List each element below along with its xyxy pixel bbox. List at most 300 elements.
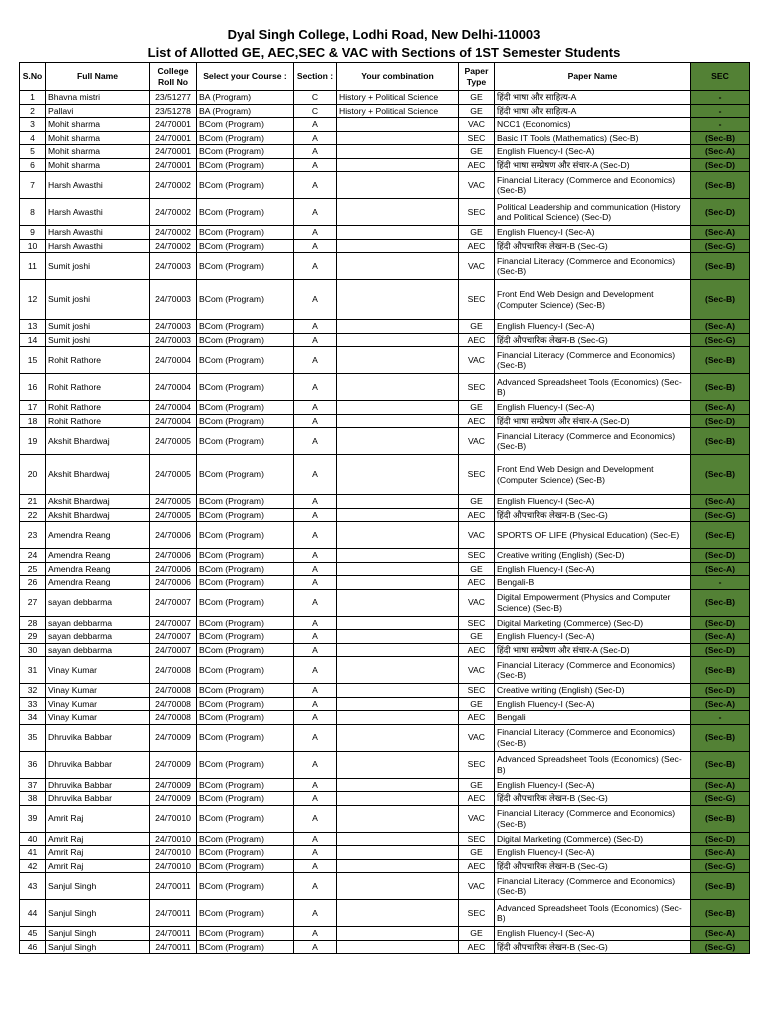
cell-course: BCom (Program) xyxy=(197,320,294,334)
cell-roll: 24/70002 xyxy=(150,239,197,253)
cell-paper-type: GE xyxy=(459,91,495,105)
cell-combination xyxy=(337,522,459,549)
cell-roll: 24/70006 xyxy=(150,549,197,563)
cell-sno: 35 xyxy=(20,724,46,751)
cell-paper-name: NCC1 (Economics) xyxy=(495,118,691,132)
cell-name: Harsh Awasthi xyxy=(46,172,150,199)
cell-course: BCom (Program) xyxy=(197,131,294,145)
cell-sec: (Sec-A) xyxy=(691,401,750,415)
cell-section: A xyxy=(294,630,337,644)
cell-section: A xyxy=(294,455,337,495)
cell-roll: 24/70002 xyxy=(150,226,197,240)
cell-name: Sumit joshi xyxy=(46,280,150,320)
cell-sno: 11 xyxy=(20,253,46,280)
cell-roll: 24/70005 xyxy=(150,455,197,495)
cell-name: Amendra Reang xyxy=(46,549,150,563)
cell-section: A xyxy=(294,118,337,132)
cell-section: A xyxy=(294,374,337,401)
col-header-paper-name: Paper Name xyxy=(495,63,691,91)
cell-sec: (Sec-D) xyxy=(691,199,750,226)
cell-sno: 33 xyxy=(20,697,46,711)
cell-sno: 32 xyxy=(20,684,46,698)
cell-combination xyxy=(337,226,459,240)
cell-name: Amendra Reang xyxy=(46,522,150,549)
cell-course: BCom (Program) xyxy=(197,158,294,172)
cell-section: A xyxy=(294,589,337,616)
cell-sec: (Sec-D) xyxy=(691,643,750,657)
cell-sec: (Sec-A) xyxy=(691,320,750,334)
cell-course: BCom (Program) xyxy=(197,589,294,616)
col-header-course: Select your Course : xyxy=(197,63,294,91)
cell-name: Rohit Rathore xyxy=(46,414,150,428)
cell-section: A xyxy=(294,508,337,522)
cell-paper-type: GE xyxy=(459,778,495,792)
cell-section: A xyxy=(294,131,337,145)
cell-sno: 39 xyxy=(20,805,46,832)
table-row xyxy=(20,91,750,105)
cell-sec: (Sec-E) xyxy=(691,522,750,549)
cell-roll: 24/70008 xyxy=(150,684,197,698)
page-subtitle: List of Allotted GE, AEC,SEC & VAC with Sections of 1ST Semester Students xyxy=(147,45,621,60)
cell-name: Harsh Awasthi xyxy=(46,239,150,253)
cell-course: BCom (Program) xyxy=(197,724,294,751)
cell-combination xyxy=(337,940,459,954)
cell-paper-type: GE xyxy=(459,630,495,644)
table-row xyxy=(20,643,750,657)
cell-paper-name: Advanced Spreadsheet Tools (Economics) (Sec-B) xyxy=(495,751,691,778)
cell-sno: 20 xyxy=(20,455,46,495)
cell-combination xyxy=(337,239,459,253)
cell-sno: 18 xyxy=(20,414,46,428)
table-row xyxy=(20,522,750,549)
cell-sec: (Sec-A) xyxy=(691,562,750,576)
cell-course: BCom (Program) xyxy=(197,859,294,873)
cell-course: BCom (Program) xyxy=(197,428,294,455)
cell-combination xyxy=(337,131,459,145)
table-body xyxy=(20,91,750,954)
table-row xyxy=(20,630,750,644)
cell-combination xyxy=(337,172,459,199)
cell-name: Vinay Kumar xyxy=(46,684,150,698)
cell-sno: 4 xyxy=(20,131,46,145)
cell-paper-type: SEC xyxy=(459,455,495,495)
cell-paper-type: GE xyxy=(459,927,495,941)
cell-paper-type: VAC xyxy=(459,805,495,832)
cell-paper-type: GE xyxy=(459,226,495,240)
cell-course: BCom (Program) xyxy=(197,414,294,428)
cell-combination xyxy=(337,778,459,792)
cell-paper-name: Bengali xyxy=(495,711,691,725)
cell-sno: 26 xyxy=(20,576,46,590)
cell-sno: 29 xyxy=(20,630,46,644)
cell-paper-name: Digital Marketing (Commerce) (Sec-D) xyxy=(495,832,691,846)
cell-section: A xyxy=(294,643,337,657)
cell-combination xyxy=(337,751,459,778)
cell-paper-type: AEC xyxy=(459,940,495,954)
cell-name: Mohit sharma xyxy=(46,145,150,159)
cell-paper-type: SEC xyxy=(459,374,495,401)
cell-sno: 10 xyxy=(20,239,46,253)
cell-name: Sanjul Singh xyxy=(46,940,150,954)
cell-paper-name: English Fluency-I (Sec-A) xyxy=(495,226,691,240)
cell-sec: (Sec-D) xyxy=(691,158,750,172)
cell-sec: (Sec-B) xyxy=(691,589,750,616)
cell-sno: 16 xyxy=(20,374,46,401)
cell-paper-type: AEC xyxy=(459,859,495,873)
cell-roll: 24/70011 xyxy=(150,900,197,927)
cell-paper-name: Financial Literacy (Commerce and Economics) (Sec-B) xyxy=(495,724,691,751)
cell-name: sayan debbarma xyxy=(46,643,150,657)
cell-roll: 24/70001 xyxy=(150,131,197,145)
cell-roll: 24/70008 xyxy=(150,657,197,684)
cell-sno: 43 xyxy=(20,873,46,900)
table-row xyxy=(20,320,750,334)
cell-course: BCom (Program) xyxy=(197,684,294,698)
cell-paper-name: English Fluency-I (Sec-A) xyxy=(495,495,691,509)
table-row xyxy=(20,778,750,792)
cell-name: Mohit sharma xyxy=(46,131,150,145)
cell-sec: (Sec-B) xyxy=(691,428,750,455)
table-row xyxy=(20,576,750,590)
cell-name: Sanjul Singh xyxy=(46,927,150,941)
cell-roll: 24/70001 xyxy=(150,118,197,132)
cell-paper-name: English Fluency-I (Sec-A) xyxy=(495,846,691,860)
cell-course: BCom (Program) xyxy=(197,333,294,347)
cell-roll: 24/70003 xyxy=(150,333,197,347)
col-header-section: Section : xyxy=(294,63,337,91)
cell-combination xyxy=(337,697,459,711)
cell-sno: 12 xyxy=(20,280,46,320)
cell-section: A xyxy=(294,333,337,347)
cell-paper-type: AEC xyxy=(459,414,495,428)
cell-sno: 42 xyxy=(20,859,46,873)
cell-roll: 24/70004 xyxy=(150,347,197,374)
cell-sec: (Sec-A) xyxy=(691,697,750,711)
cell-paper-name: हिंदी भाषा और साहित्य-A xyxy=(495,91,691,105)
cell-roll: 24/70006 xyxy=(150,576,197,590)
cell-combination xyxy=(337,846,459,860)
cell-section: A xyxy=(294,940,337,954)
cell-section: A xyxy=(294,562,337,576)
cell-section: A xyxy=(294,927,337,941)
cell-name: Dhruvika Babbar xyxy=(46,724,150,751)
cell-section: C xyxy=(294,91,337,105)
cell-paper-name: हिंदी औपचारिक लेखन-B (Sec-G) xyxy=(495,792,691,806)
table-row xyxy=(20,805,750,832)
table-row xyxy=(20,751,750,778)
cell-paper-name: English Fluency-I (Sec-A) xyxy=(495,927,691,941)
cell-roll: 24/70005 xyxy=(150,495,197,509)
cell-sno: 24 xyxy=(20,549,46,563)
cell-name: Akshit Bhardwaj xyxy=(46,455,150,495)
col-header-roll: College Roll No xyxy=(150,63,197,91)
cell-course: BCom (Program) xyxy=(197,805,294,832)
cell-sno: 30 xyxy=(20,643,46,657)
cell-paper-type: GE xyxy=(459,320,495,334)
cell-combination xyxy=(337,562,459,576)
table-row xyxy=(20,589,750,616)
cell-paper-type: GE xyxy=(459,562,495,576)
cell-combination xyxy=(337,414,459,428)
cell-paper-name: Basic IT Tools (Mathematics) (Sec-B) xyxy=(495,131,691,145)
cell-paper-name: हिंदी औपचारिक लेखन-B (Sec-G) xyxy=(495,239,691,253)
cell-combination xyxy=(337,576,459,590)
cell-roll: 24/70004 xyxy=(150,401,197,415)
cell-name: Harsh Awasthi xyxy=(46,226,150,240)
cell-section: A xyxy=(294,846,337,860)
cell-name: Dhruvika Babbar xyxy=(46,778,150,792)
cell-roll: 24/70004 xyxy=(150,414,197,428)
cell-name: Rohit Rathore xyxy=(46,374,150,401)
cell-paper-name: हिंदी औपचारिक लेखन-B (Sec-G) xyxy=(495,333,691,347)
table-row xyxy=(20,131,750,145)
cell-course: BCom (Program) xyxy=(197,900,294,927)
cell-combination xyxy=(337,792,459,806)
cell-paper-name: Digital Empowerment (Physics and Computer Science) (Sec-B) xyxy=(495,589,691,616)
table-row xyxy=(20,508,750,522)
table-row xyxy=(20,711,750,725)
cell-paper-type: GE xyxy=(459,697,495,711)
cell-sec: - xyxy=(691,711,750,725)
cell-section: A xyxy=(294,280,337,320)
cell-roll: 24/70009 xyxy=(150,778,197,792)
cell-paper-name: हिंदी भाषा सम्प्रेषण और संचार-A (Sec-D) xyxy=(495,643,691,657)
cell-combination xyxy=(337,374,459,401)
col-header-sno: S.No xyxy=(20,63,46,91)
table-row xyxy=(20,414,750,428)
cell-section: A xyxy=(294,320,337,334)
cell-sno: 25 xyxy=(20,562,46,576)
cell-section: A xyxy=(294,428,337,455)
cell-section: A xyxy=(294,684,337,698)
cell-sec: (Sec-B) xyxy=(691,873,750,900)
cell-section: A xyxy=(294,172,337,199)
cell-sec: (Sec-B) xyxy=(691,900,750,927)
cell-combination xyxy=(337,859,459,873)
cell-paper-name: Advanced Spreadsheet Tools (Economics) (Sec-B) xyxy=(495,900,691,927)
cell-name: Amrit Raj xyxy=(46,846,150,860)
cell-course: BA (Program) xyxy=(197,104,294,118)
cell-combination xyxy=(337,684,459,698)
cell-paper-type: AEC xyxy=(459,508,495,522)
table-row xyxy=(20,792,750,806)
cell-sno: 28 xyxy=(20,616,46,630)
cell-section: A xyxy=(294,873,337,900)
cell-paper-type: AEC xyxy=(459,333,495,347)
col-header-paper-type: Paper Type xyxy=(459,63,495,91)
cell-paper-type: SEC xyxy=(459,280,495,320)
cell-course: BCom (Program) xyxy=(197,697,294,711)
cell-paper-name: Financial Literacy (Commerce and Economics) (Sec-B) xyxy=(495,347,691,374)
table-row xyxy=(20,900,750,927)
cell-sec: (Sec-G) xyxy=(691,508,750,522)
cell-course: BCom (Program) xyxy=(197,927,294,941)
cell-course: BCom (Program) xyxy=(197,630,294,644)
cell-sno: 19 xyxy=(20,428,46,455)
table-row xyxy=(20,253,750,280)
cell-combination xyxy=(337,280,459,320)
cell-roll: 24/70005 xyxy=(150,428,197,455)
cell-sno: 17 xyxy=(20,401,46,415)
cell-name: Dhruvika Babbar xyxy=(46,751,150,778)
cell-name: sayan debbarma xyxy=(46,589,150,616)
cell-section: A xyxy=(294,576,337,590)
cell-name: Amrit Raj xyxy=(46,859,150,873)
cell-section: A xyxy=(294,239,337,253)
cell-sec: (Sec-B) xyxy=(691,805,750,832)
cell-section: A xyxy=(294,724,337,751)
cell-combination xyxy=(337,401,459,415)
cell-sno: 38 xyxy=(20,792,46,806)
table-row xyxy=(20,846,750,860)
col-header-combination: Your combination xyxy=(337,63,459,91)
cell-paper-name: English Fluency-I (Sec-A) xyxy=(495,145,691,159)
cell-paper-type: SEC xyxy=(459,751,495,778)
cell-sno: 40 xyxy=(20,832,46,846)
cell-course: BCom (Program) xyxy=(197,455,294,495)
cell-paper-type: VAC xyxy=(459,428,495,455)
cell-section: A xyxy=(294,751,337,778)
cell-paper-type: VAC xyxy=(459,724,495,751)
table-row xyxy=(20,940,750,954)
cell-paper-name: हिंदी भाषा और साहित्य-A xyxy=(495,104,691,118)
cell-sec: (Sec-D) xyxy=(691,616,750,630)
cell-section: A xyxy=(294,657,337,684)
cell-paper-type: SEC xyxy=(459,549,495,563)
cell-section: A xyxy=(294,414,337,428)
cell-name: Amrit Raj xyxy=(46,805,150,832)
cell-sec: (Sec-B) xyxy=(691,131,750,145)
cell-combination xyxy=(337,253,459,280)
cell-sec: (Sec-G) xyxy=(691,333,750,347)
cell-sno: 21 xyxy=(20,495,46,509)
cell-sno: 37 xyxy=(20,778,46,792)
cell-paper-type: GE xyxy=(459,846,495,860)
cell-paper-name: Financial Literacy (Commerce and Economics) (Sec-B) xyxy=(495,657,691,684)
table-row xyxy=(20,455,750,495)
cell-paper-type: VAC xyxy=(459,873,495,900)
cell-combination xyxy=(337,333,459,347)
cell-sec: (Sec-B) xyxy=(691,751,750,778)
cell-paper-name: हिंदी भाषा सम्प्रेषण और संचार-A (Sec-D) xyxy=(495,414,691,428)
cell-combination xyxy=(337,347,459,374)
cell-sec: (Sec-B) xyxy=(691,374,750,401)
cell-paper-name: हिंदी औपचारिक लेखन-B (Sec-G) xyxy=(495,508,691,522)
cell-section: A xyxy=(294,616,337,630)
cell-course: BCom (Program) xyxy=(197,711,294,725)
cell-paper-name: Political Leadership and communication (History and Political Science) (Sec-D) xyxy=(495,199,691,226)
cell-course: BCom (Program) xyxy=(197,374,294,401)
cell-sec: (Sec-A) xyxy=(691,846,750,860)
cell-sec: (Sec-A) xyxy=(691,778,750,792)
table-row xyxy=(20,724,750,751)
cell-sno: 23 xyxy=(20,522,46,549)
cell-sec: (Sec-B) xyxy=(691,280,750,320)
cell-sno: 2 xyxy=(20,104,46,118)
cell-sec: (Sec-D) xyxy=(691,684,750,698)
cell-paper-type: VAC xyxy=(459,172,495,199)
table-row xyxy=(20,657,750,684)
cell-sec: (Sec-G) xyxy=(691,239,750,253)
cell-course: BCom (Program) xyxy=(197,616,294,630)
cell-section: C xyxy=(294,104,337,118)
table-row xyxy=(20,239,750,253)
cell-combination xyxy=(337,455,459,495)
cell-section: A xyxy=(294,495,337,509)
cell-paper-type: AEC xyxy=(459,792,495,806)
cell-paper-type: AEC xyxy=(459,239,495,253)
cell-combination xyxy=(337,657,459,684)
cell-course: BCom (Program) xyxy=(197,751,294,778)
cell-course: BCom (Program) xyxy=(197,657,294,684)
cell-sno: 34 xyxy=(20,711,46,725)
cell-course: BCom (Program) xyxy=(197,549,294,563)
cell-roll: 24/70011 xyxy=(150,873,197,900)
cell-sno: 15 xyxy=(20,347,46,374)
cell-sno: 14 xyxy=(20,333,46,347)
cell-paper-type: AEC xyxy=(459,576,495,590)
cell-section: A xyxy=(294,226,337,240)
cell-section: A xyxy=(294,253,337,280)
cell-name: Akshit Bhardwaj xyxy=(46,495,150,509)
cell-name: Dhruvika Babbar xyxy=(46,792,150,806)
cell-section: A xyxy=(294,401,337,415)
cell-name: sayan debbarma xyxy=(46,630,150,644)
cell-section: A xyxy=(294,347,337,374)
table-row xyxy=(20,684,750,698)
cell-combination xyxy=(337,630,459,644)
table-row xyxy=(20,118,750,132)
cell-sno: 36 xyxy=(20,751,46,778)
cell-name: Vinay Kumar xyxy=(46,657,150,684)
cell-sec: (Sec-G) xyxy=(691,859,750,873)
cell-section: A xyxy=(294,711,337,725)
cell-name: Mohit sharma xyxy=(46,158,150,172)
cell-course: BCom (Program) xyxy=(197,226,294,240)
cell-paper-type: VAC xyxy=(459,589,495,616)
cell-paper-type: AEC xyxy=(459,711,495,725)
cell-roll: 24/70010 xyxy=(150,859,197,873)
cell-course: BCom (Program) xyxy=(197,832,294,846)
cell-sec: - xyxy=(691,118,750,132)
cell-name: Vinay Kumar xyxy=(46,697,150,711)
cell-combination xyxy=(337,724,459,751)
table-row xyxy=(20,172,750,199)
cell-course: BCom (Program) xyxy=(197,508,294,522)
cell-sec: (Sec-B) xyxy=(691,347,750,374)
cell-section: A xyxy=(294,158,337,172)
cell-course: BCom (Program) xyxy=(197,792,294,806)
cell-roll: 23/51278 xyxy=(150,104,197,118)
cell-paper-type: VAC xyxy=(459,522,495,549)
cell-paper-type: VAC xyxy=(459,253,495,280)
cell-paper-type: VAC xyxy=(459,657,495,684)
cell-roll: 24/70009 xyxy=(150,751,197,778)
cell-combination xyxy=(337,873,459,900)
cell-roll: 23/51277 xyxy=(150,91,197,105)
table-row xyxy=(20,104,750,118)
cell-paper-type: SEC xyxy=(459,131,495,145)
col-header-sec: SEC xyxy=(691,63,750,91)
cell-paper-name: Financial Literacy (Commerce and Economics) (Sec-B) xyxy=(495,172,691,199)
cell-paper-name: Financial Literacy (Commerce and Economics) (Sec-B) xyxy=(495,873,691,900)
table-row xyxy=(20,158,750,172)
cell-sec: (Sec-A) xyxy=(691,495,750,509)
cell-name: Rohit Rathore xyxy=(46,347,150,374)
cell-section: A xyxy=(294,199,337,226)
table-row xyxy=(20,199,750,226)
cell-section: A xyxy=(294,697,337,711)
